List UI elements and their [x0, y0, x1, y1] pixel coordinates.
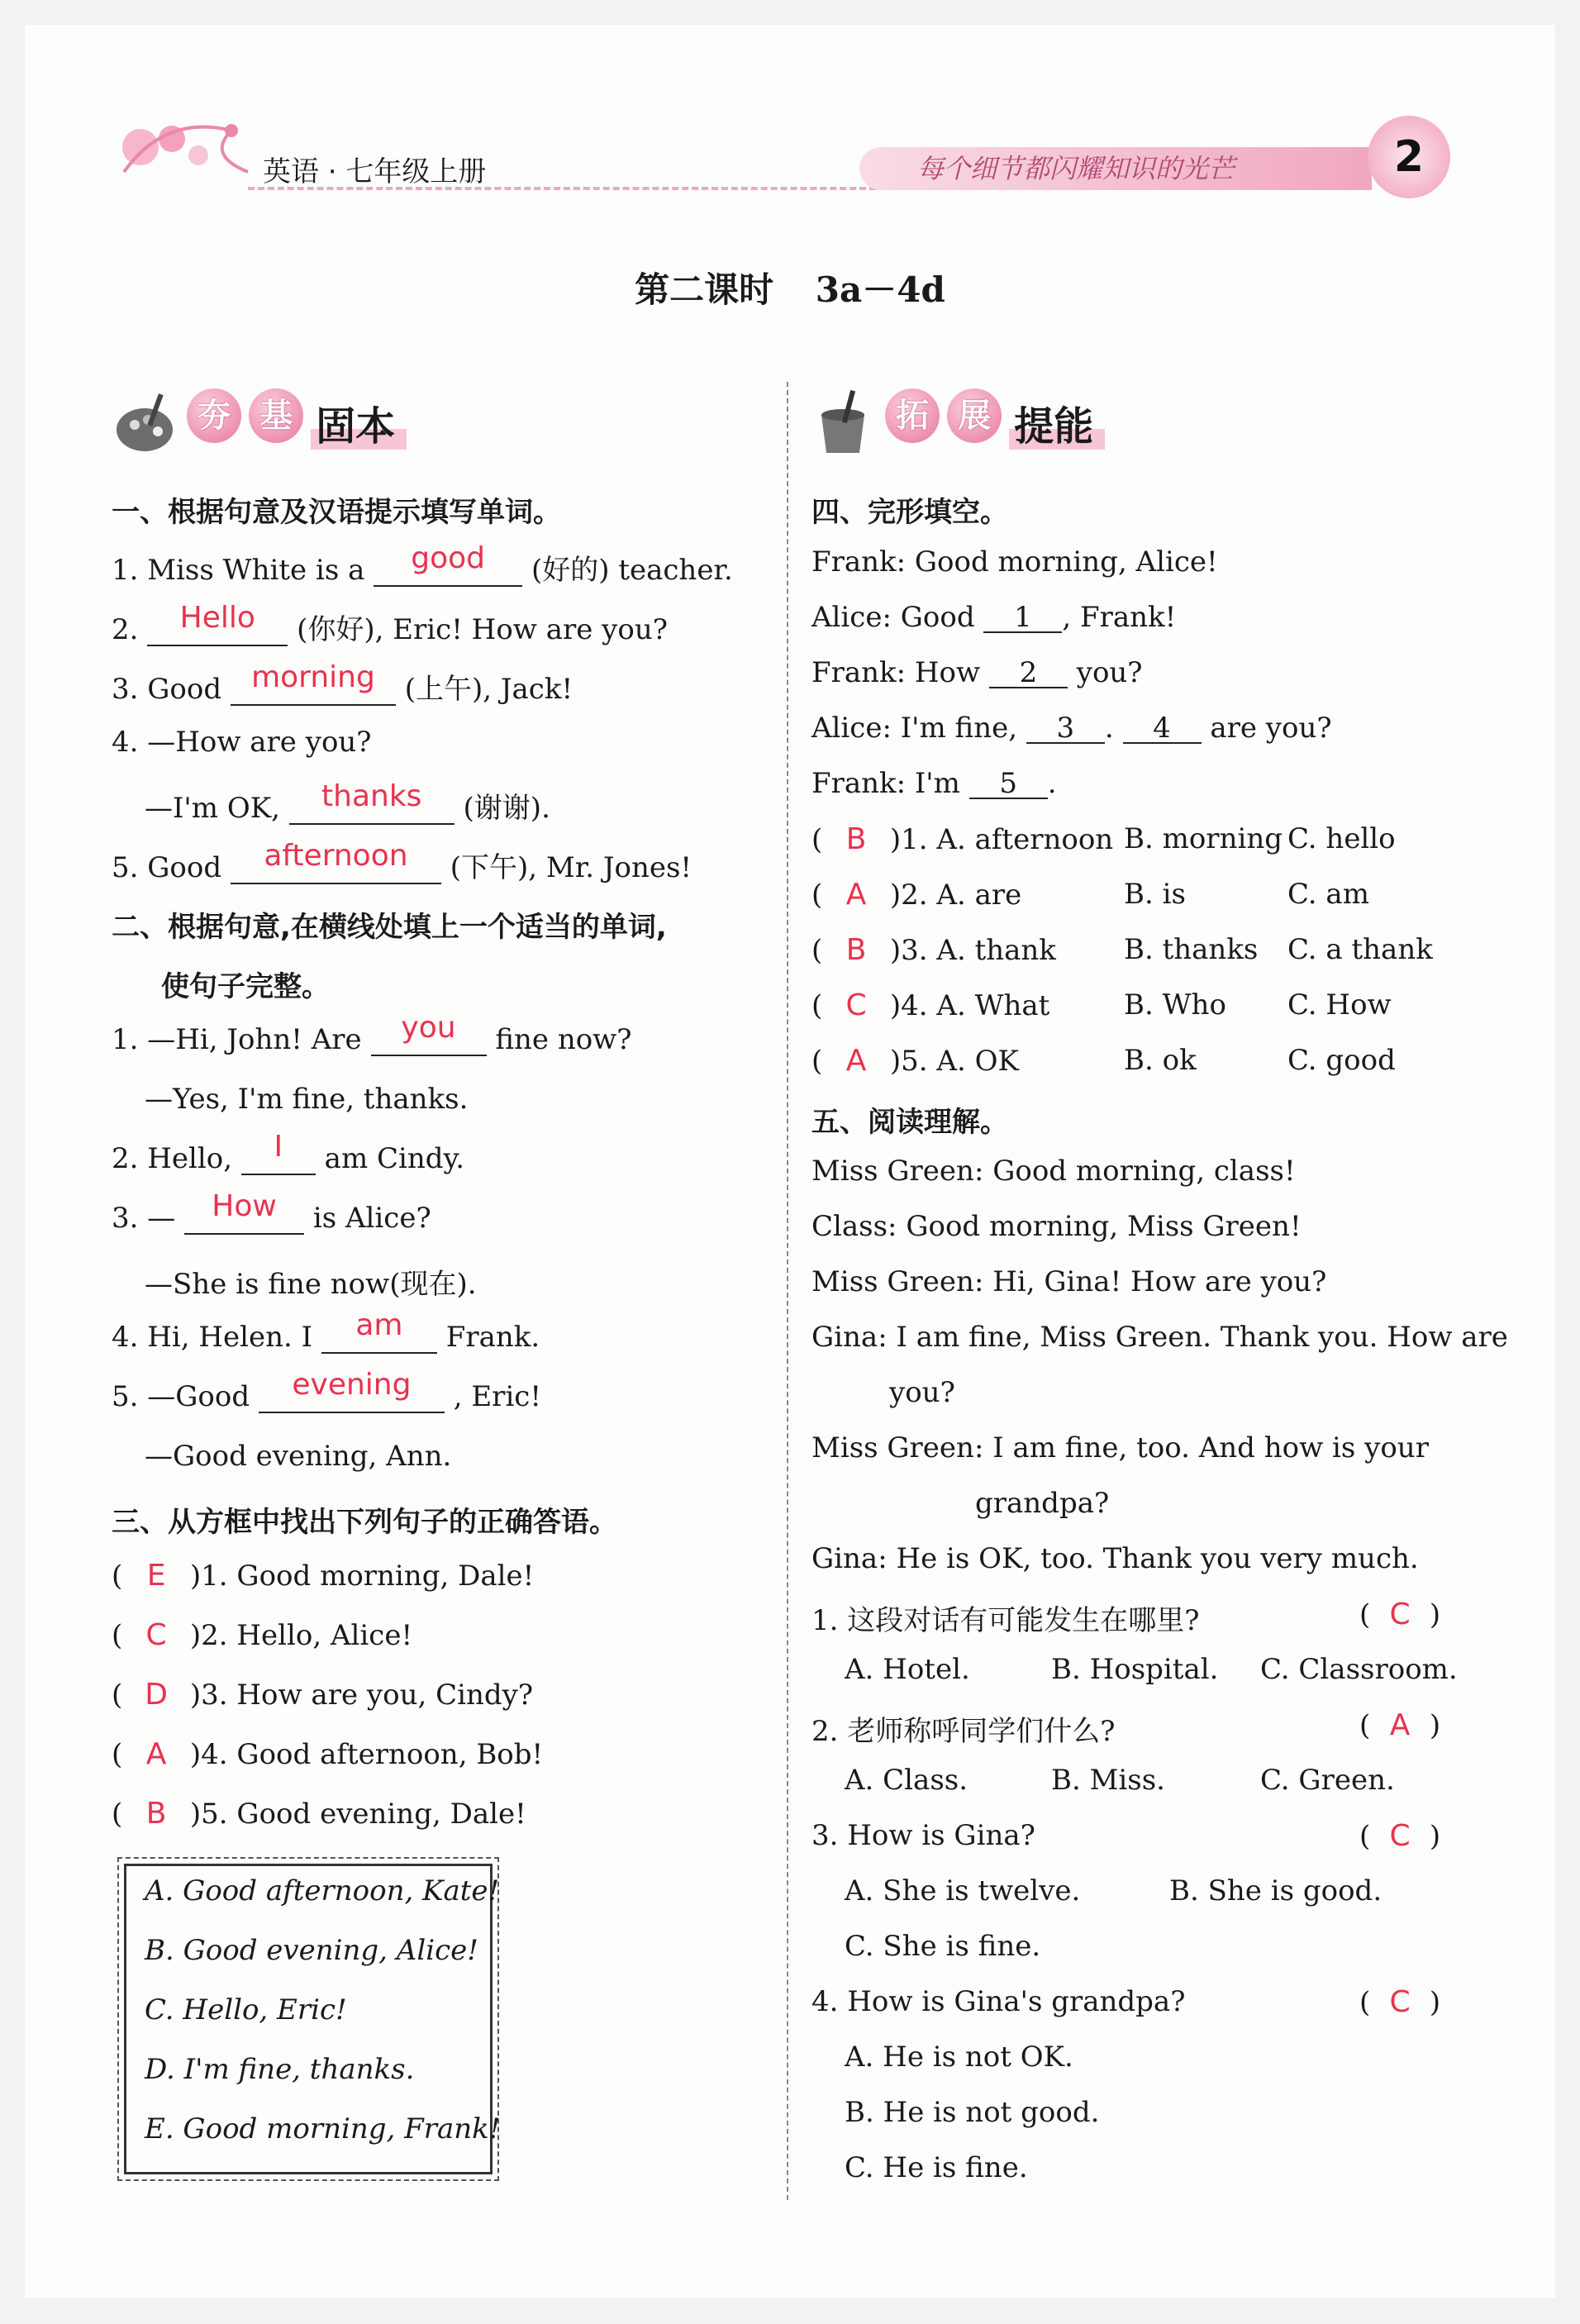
rc-q4-c: C. He is fine. — [845, 2151, 1028, 2184]
s3-item-2: ( C )2. Hello, Alice! — [112, 1618, 413, 1652]
blank-number: 2 — [1019, 656, 1038, 689]
answer-blank[interactable] — [241, 1130, 316, 1175]
s3-item-5: ( B )5. Good evening, Dale! — [112, 1797, 526, 1831]
option-d: D. I'm fine, thanks. — [145, 2053, 415, 2086]
q-text: 3. Good — [112, 673, 222, 706]
blank-number: 1 — [1014, 601, 1032, 634]
s4-item-5-b: B. ok — [1124, 1044, 1197, 1077]
q-text: (你好), Eric! How are you? — [297, 613, 668, 646]
answer: How — [212, 1189, 277, 1223]
s2-q1b: —Yes, I'm fine, thanks. — [145, 1083, 469, 1116]
answer-blank[interactable] — [259, 1368, 445, 1413]
option-e: E. Good morning, Frank! — [145, 2112, 501, 2145]
blank-number: 3 — [1056, 712, 1075, 745]
q-text: )5. Good evening, Dale! — [189, 1798, 526, 1831]
rc-q1-c: C. Classroom. — [1260, 1653, 1458, 1686]
answer: C — [1389, 1985, 1411, 2019]
q-text: 4. Hi, Helen. I — [112, 1321, 313, 1354]
section-3-heading: 三、从方框中找出下列句子的正确答语。 — [112, 1506, 617, 1539]
answer: morning — [251, 660, 375, 694]
q-text: Frank. — [445, 1321, 540, 1354]
q-text: 2. — [112, 613, 139, 646]
answer-blank[interactable] — [231, 839, 441, 884]
q-text: 1. —Hi, John! Are — [112, 1023, 362, 1056]
q-text: Frank: How — [811, 656, 981, 689]
answer-blank[interactable] — [184, 1189, 304, 1235]
answer: B — [845, 822, 867, 856]
s4-item-1-b: B. morning — [1124, 822, 1283, 855]
q-text: 3. — — [112, 1202, 176, 1235]
header-divider — [248, 187, 876, 190]
s1-q1 — [112, 541, 733, 588]
q-text: )3. How are you, Cindy? — [189, 1679, 534, 1712]
s1-q4b — [145, 779, 550, 826]
s2-q2 — [112, 1130, 465, 1175]
q-text: )4. Good afternoon, Bob! — [189, 1738, 544, 1771]
right-section-banner — [810, 388, 1105, 463]
q-text: )1. A. afternoon — [889, 823, 1114, 856]
option-c: C. Hello, Eric! — [145, 1993, 347, 2026]
q-text: am Cindy. — [324, 1142, 465, 1175]
s3-item-4: ( A )4. Good afternoon, Bob! — [112, 1737, 544, 1771]
banner-bubble-2: 展 — [947, 388, 1002, 443]
s4-item-2: ( A )2. A. are — [811, 878, 1022, 912]
section-2-heading: 二、根据句意,在横线处填上一个适当的单词, — [112, 911, 667, 944]
rc-q3: 3. How is Gina? — [811, 1819, 1035, 1852]
section-2-heading-cont: 使句子完整。 — [161, 970, 330, 1003]
rc-q1-b: B. Hospital. — [1051, 1653, 1219, 1686]
s4-line-5 — [811, 767, 1057, 800]
rc-q1-answer-slot: ( C ) — [1359, 1598, 1441, 1631]
q-text: is Alice? — [312, 1202, 431, 1235]
s4-item-1: ( B )1. A. afternoon — [811, 822, 1114, 856]
answer: C — [845, 988, 867, 1022]
s4-line-2 — [811, 601, 1176, 634]
answer: afternoon — [264, 839, 408, 873]
answer-blank[interactable] — [321, 1308, 437, 1354]
q-text: . — [1104, 712, 1114, 745]
cloze-blank — [969, 769, 1048, 799]
rc-q1-a: A. Hotel. — [845, 1653, 970, 1686]
s4-item-4-b: B. Who — [1124, 988, 1226, 1022]
s3-item-3: ( D )3. How are you, Cindy? — [112, 1678, 534, 1712]
banner-bubble-2: 基 — [249, 388, 303, 443]
q-text: you? — [1076, 656, 1143, 689]
q-text: 1. Miss White is a — [112, 554, 365, 587]
q-text: )3. A. thank — [889, 934, 1056, 967]
answer: A — [145, 1737, 167, 1771]
rc-q2-c: C. Green. — [1260, 1764, 1395, 1797]
s4-item-5-c: C. good — [1287, 1044, 1396, 1077]
q-text: )2. Hello, Alice! — [189, 1619, 413, 1652]
options-box — [124, 1864, 501, 2174]
s4-item-1-c: C. hello — [1287, 822, 1396, 855]
left-section-banner — [112, 388, 407, 463]
dialogue-5-cont: grandpa? — [975, 1487, 1110, 1520]
answer: am — [355, 1308, 403, 1342]
answer: B — [845, 933, 867, 967]
answer-blank[interactable] — [231, 660, 396, 706]
s1-q2 — [112, 601, 668, 647]
option-a: A. Good afternoon, Kate! — [145, 1874, 500, 1907]
answer: A — [845, 878, 867, 912]
section-4-heading: 四、完形填空。 — [811, 496, 1008, 529]
s3-item-1: ( E )1. Good morning, Dale! — [112, 1559, 535, 1593]
answer: thanks — [321, 779, 422, 813]
q-text: )1. Good morning, Dale! — [189, 1560, 535, 1593]
answer: Hello — [179, 601, 255, 635]
answer: C — [1389, 1819, 1411, 1853]
s4-item-4-c: C. How — [1287, 988, 1392, 1022]
answer: D — [145, 1678, 168, 1712]
s1-q4a: 4. —How are you? — [112, 726, 372, 759]
q-text: are you? — [1210, 712, 1332, 745]
answer: C — [1389, 1598, 1411, 1631]
s4-line-1: Frank: Good morning, Alice! — [811, 545, 1218, 579]
dialogue-6: Gina: He is OK, too. Thank you very much. — [811, 1542, 1419, 1575]
q-text: (谢谢). — [463, 792, 550, 825]
q-text: Alice: Good — [811, 601, 975, 634]
s4-line-3 — [811, 656, 1143, 689]
blank-number: 4 — [1153, 712, 1171, 745]
rc-q1: 1. 这段对话有可能发生在哪里? — [811, 1604, 1200, 1637]
s2-q5 — [112, 1368, 542, 1413]
rc-q4-a: A. He is not OK. — [845, 2041, 1073, 2074]
q-text: 5. —Good — [112, 1380, 250, 1413]
q-text: )2. A. are — [889, 879, 1022, 912]
q-text: fine now? — [495, 1023, 632, 1056]
banner-label: 固本 — [311, 403, 407, 450]
lesson-range: 3a－4d — [815, 269, 945, 310]
s4-item-5: ( A )5. A. OK — [811, 1044, 1019, 1078]
cloze-blank — [1123, 714, 1202, 744]
answer-blank[interactable] — [147, 601, 288, 646]
s2-q3b: —She is fine now(现在). — [145, 1268, 477, 1301]
palette-icon — [112, 390, 178, 456]
banner-label: 提能 — [1009, 403, 1105, 450]
dialogue-5: Miss Green: I am fine, too. And how is your — [811, 1431, 1429, 1464]
cloze-blank — [1026, 714, 1105, 744]
dialogue-4: Gina: I am fine, Miss Green. Thank you. How are — [811, 1321, 1508, 1354]
column-divider — [787, 382, 788, 2200]
s4-item-2-b: B. is — [1124, 878, 1186, 911]
rc-q4-b: B. He is not good. — [845, 2096, 1100, 2129]
q-text: Alice: I'm fine, — [811, 712, 1018, 745]
cloze-blank — [983, 603, 1062, 633]
q-text: Frank: I'm — [811, 767, 960, 800]
blank-number: 5 — [999, 767, 1018, 800]
lesson-title — [0, 263, 1580, 312]
answer: good — [411, 541, 486, 575]
q-text: . — [1047, 767, 1057, 800]
s4-item-3-b: B. thanks — [1124, 933, 1259, 966]
rc-q2-a: A. Class. — [845, 1764, 968, 1797]
answer: A — [1389, 1708, 1411, 1742]
answer: I — [274, 1130, 283, 1164]
rc-q4: 4. How is Gina's grandpa? — [811, 1985, 1186, 2018]
s4-item-2-c: C. am — [1287, 878, 1369, 911]
answer-blank[interactable] — [374, 541, 522, 587]
dialogue-4-cont: you? — [889, 1376, 955, 1409]
s4-item-3: ( B )3. A. thank — [811, 933, 1056, 967]
s4-line-4 — [811, 712, 1332, 745]
s2-q1 — [112, 1011, 632, 1056]
q-text: (上午), Jack! — [404, 673, 573, 706]
rc-q3-answer-slot: ( C ) — [1359, 1819, 1441, 1853]
page-number: 2 — [1368, 116, 1450, 198]
s1-q3 — [112, 660, 573, 707]
answer: A — [845, 1044, 867, 1078]
rc-q2-answer-slot: ( A ) — [1359, 1708, 1441, 1742]
lesson-part: 第二课时 — [635, 269, 774, 310]
s2-q4 — [112, 1308, 540, 1354]
option-b: B. Good evening, Alice! — [145, 1934, 478, 1967]
q-text: , Eric! — [453, 1380, 542, 1413]
answer: evening — [292, 1368, 412, 1402]
answer-blank[interactable] — [371, 1011, 487, 1056]
q-text: )5. A. OK — [889, 1045, 1019, 1078]
section-5-heading: 五、阅读理解。 — [811, 1106, 1008, 1139]
book-title: 英语 · 七年级上册 — [263, 155, 487, 188]
q-text: (好的) teacher. — [531, 554, 733, 587]
rc-q3-b: B. She is good. — [1169, 1874, 1382, 1907]
rc-q4-answer-slot: ( C ) — [1359, 1985, 1441, 2019]
rc-q2-b: B. Miss. — [1051, 1764, 1165, 1797]
header-slogan: 每个细节都闪耀知识的光芒 — [859, 147, 1372, 190]
q-text: 5. Good — [112, 851, 222, 884]
s1-q5 — [112, 839, 692, 885]
s4-item-3-c: C. a thank — [1287, 933, 1433, 966]
q-text: 2. Hello, — [112, 1142, 233, 1175]
section-1-heading: 一、根据句意及汉语提示填写单词。 — [112, 496, 561, 529]
q-text: (下午), Mr. Jones! — [450, 851, 692, 884]
q-text: )4. A. What — [889, 989, 1050, 1022]
flower-ornament-icon — [107, 98, 256, 197]
dialogue-2: Class: Good morning, Miss Green! — [811, 1210, 1302, 1243]
answer: C — [145, 1618, 167, 1652]
answer: B — [145, 1797, 167, 1831]
rc-q2: 2. 老师称呼同学们什么? — [811, 1715, 1116, 1748]
answer: E — [146, 1559, 166, 1593]
q-text: , Frank! — [1062, 601, 1177, 634]
q-text: —I'm OK, — [145, 792, 280, 825]
dialogue-3: Miss Green: Hi, Gina! How are you? — [811, 1265, 1327, 1298]
s2-q3 — [112, 1189, 431, 1235]
rc-q3-a: A. She is twelve. — [845, 1874, 1081, 1907]
cloze-blank — [989, 656, 1068, 689]
banner-bubble-1: 夯 — [187, 388, 241, 443]
s2-q5b: —Good evening, Ann. — [145, 1440, 452, 1473]
rc-q3-c: C. She is fine. — [845, 1930, 1041, 1963]
answer-blank[interactable] — [289, 779, 454, 825]
s4-item-4: ( C )4. A. What — [811, 988, 1050, 1022]
dialogue-1: Miss Green: Good morning, class! — [811, 1155, 1296, 1188]
banner-bubble-1: 拓 — [885, 388, 940, 443]
answer: you — [401, 1011, 456, 1045]
paint-bucket-icon — [810, 390, 876, 456]
